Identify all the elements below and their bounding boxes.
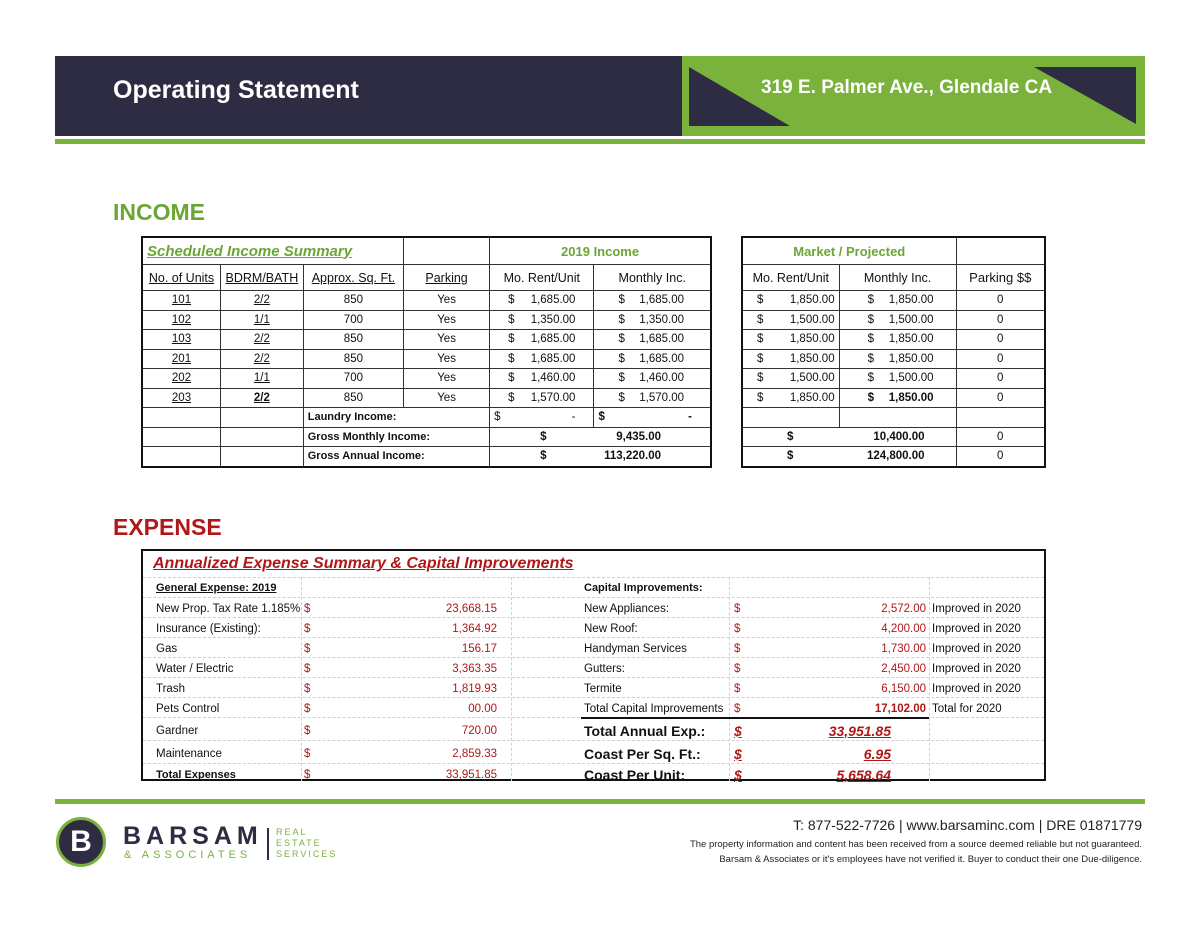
- col-monthly: Monthly Inc.: [594, 265, 711, 291]
- market-monthly-value: 1,500.00: [888, 372, 934, 385]
- bdrm-bath: 1/1: [221, 310, 304, 330]
- currency: $: [757, 352, 764, 365]
- laundry-label: Laundry Income:: [303, 408, 489, 428]
- income-row: [142, 291, 711, 311]
- expense-row: [143, 677, 1044, 698]
- gross-monthly-value: 9,435.00: [616, 430, 661, 443]
- market-monthly-value: 1,500.00: [888, 313, 934, 326]
- market-row: [742, 388, 1045, 408]
- capital-note: Total for 2020: [932, 703, 1002, 715]
- expense-heading: EXPENSE: [113, 514, 222, 540]
- capital-label: Handyman Services: [584, 643, 687, 655]
- logo-icon: B: [56, 817, 106, 867]
- capital-label: New Roof:: [584, 623, 638, 635]
- currency: $: [508, 333, 515, 346]
- monthly-value: 1,685.00: [639, 333, 684, 346]
- market-rent-value: 1,500.00: [789, 313, 835, 326]
- income-table-market: [741, 236, 1046, 468]
- currency: $: [787, 450, 794, 463]
- disclaimer-line-1: The property information and content has been received from a source deemed reliable but not guaranteed.: [689, 839, 1142, 850]
- column-separator: [301, 577, 302, 781]
- currency: $: [734, 745, 742, 762]
- expense-label: Gas: [156, 643, 178, 655]
- header-banner: [55, 56, 1145, 136]
- col-units: No. of Units: [142, 265, 221, 291]
- expense-row: [143, 697, 1044, 718]
- summary-label: Coast Per Unit:: [584, 766, 686, 783]
- currency: $: [867, 313, 874, 326]
- capital-note: Improved in 2020: [932, 623, 1021, 635]
- currency: $: [304, 703, 311, 715]
- sq-ft: 850: [303, 330, 403, 350]
- capital-value: 17,102.00: [874, 703, 926, 715]
- general-expense-label: General Expense: 2019: [156, 582, 277, 594]
- currency: $: [494, 411, 501, 424]
- unit-number: 201: [142, 349, 221, 369]
- sq-ft: 700: [303, 310, 403, 330]
- capital-label: Gutters:: [584, 663, 625, 675]
- expense-label: Pets Control: [156, 703, 220, 715]
- market-rent-value: 1,850.00: [789, 294, 835, 307]
- monthly-value: 1,685.00: [639, 352, 684, 365]
- col-rent: Mo. Rent/Unit: [490, 265, 594, 291]
- parking: Yes: [404, 388, 490, 408]
- bdrm-bath: 2/2: [221, 349, 304, 369]
- expense-row: [143, 717, 1044, 741]
- unit-number: 103: [142, 330, 221, 350]
- gross-monthly-label: Gross Monthly Income:: [303, 427, 489, 447]
- currency: $: [867, 352, 874, 365]
- summary-label: Coast Per Sq. Ft.:: [584, 745, 701, 762]
- bdrm-bath: 2/2: [221, 388, 304, 408]
- currency: $: [734, 766, 742, 783]
- market-gross-annual-parking: 0: [956, 447, 1045, 467]
- contact-info: T: 877-522-7726 | www.barsaminc.com | DRE 01871779: [793, 817, 1142, 833]
- expense-value: 00.00: [468, 703, 497, 715]
- summary-value: 5,658.64: [836, 766, 891, 783]
- logo-subtitle: & ASSOCIATES: [124, 849, 252, 861]
- currency: $: [618, 313, 625, 326]
- currency: $: [618, 372, 625, 385]
- bdrm-bath: 2/2: [221, 330, 304, 350]
- capital-value: 2,572.00: [881, 603, 926, 615]
- unit-number: 102: [142, 310, 221, 330]
- currency: $: [508, 352, 515, 365]
- currency: $: [508, 372, 515, 385]
- unit-number: 203: [142, 388, 221, 408]
- rent-value: 1,685.00: [530, 352, 576, 365]
- column-separator: [511, 577, 512, 781]
- column-separator: [729, 577, 730, 781]
- market-parking-value: 0: [956, 330, 1045, 350]
- parking: Yes: [404, 369, 490, 389]
- currency: $: [598, 411, 605, 424]
- expense-row: [143, 740, 1044, 764]
- income-row: [142, 369, 711, 389]
- expense-label: New Prop. Tax Rate 1.185%: [156, 603, 301, 615]
- expense-row: [143, 763, 1044, 783]
- parking: Yes: [404, 310, 490, 330]
- currency: $: [304, 747, 311, 760]
- income-table-2019: [141, 236, 712, 468]
- currency: $: [304, 724, 311, 737]
- rent-value: 1,685.00: [530, 333, 576, 346]
- expense-label: Maintenance: [156, 747, 222, 760]
- market-row: [742, 291, 1045, 311]
- page-title: Operating Statement: [113, 76, 359, 104]
- col-market-monthly: Monthly Inc.: [839, 265, 956, 291]
- market-monthly-value: 1,850.00: [888, 294, 934, 307]
- rent-value: 1,685.00: [530, 294, 576, 307]
- disclaimer-line-2: Barsam & Associates or it's employees have not verified it. Buyer to conduct their one Due-diligence.: [719, 854, 1142, 865]
- currency: $: [787, 430, 794, 443]
- market-parking-value: 0: [956, 291, 1045, 311]
- currency: $: [734, 663, 741, 675]
- expense-row: [143, 657, 1044, 678]
- expense-value: 3,363.35: [452, 663, 497, 675]
- market-monthly-value: 1,850.00: [888, 352, 934, 365]
- expense-value: 720.00: [461, 724, 497, 737]
- capital-note: Improved in 2020: [932, 663, 1021, 675]
- unit-number: 101: [142, 291, 221, 311]
- sq-ft: 850: [303, 349, 403, 369]
- sq-ft: 850: [303, 291, 403, 311]
- market-row: [742, 349, 1045, 369]
- currency: $: [304, 663, 311, 675]
- logo-re-line: SERVICES: [276, 849, 338, 859]
- col-market-parking: Parking $$: [956, 265, 1045, 291]
- market-rent-value: 1,500.00: [789, 372, 835, 385]
- currency: $: [304, 643, 311, 655]
- currency: $: [757, 313, 764, 326]
- currency: $: [734, 623, 741, 635]
- market-row: [742, 330, 1045, 350]
- currency: $: [757, 372, 764, 385]
- expense-value: 1,819.93: [452, 683, 497, 695]
- market-parking-value: 0: [956, 369, 1045, 389]
- capital-label: Total Capital Improvements: [584, 703, 724, 715]
- rent-value: 1,570.00: [530, 391, 576, 404]
- income-title: Scheduled Income Summary: [147, 242, 353, 260]
- col-bdrm: BDRM/BATH: [221, 265, 304, 291]
- currency: $: [304, 623, 311, 635]
- expense-value: 1,364.92: [452, 623, 497, 635]
- capital-value: 6,150.00: [881, 683, 926, 695]
- market-gross-monthly-parking: 0: [956, 427, 1045, 447]
- market-row: [742, 310, 1045, 330]
- gross-annual-value: 113,220.00: [604, 450, 661, 463]
- parking: Yes: [404, 330, 490, 350]
- expense-label: Gardner: [156, 724, 199, 737]
- column-separator: [929, 577, 930, 781]
- bdrm-bath: 2/2: [221, 291, 304, 311]
- expense-table: [141, 549, 1046, 781]
- sq-ft: 700: [303, 369, 403, 389]
- currency: $: [618, 352, 625, 365]
- logo-re-line: REAL: [276, 827, 308, 837]
- currency: $: [867, 372, 874, 385]
- unit-number: 202: [142, 369, 221, 389]
- expense-label: Total Expenses: [156, 768, 236, 781]
- currency: $: [734, 683, 741, 695]
- currency: $: [867, 294, 874, 307]
- market-gross-monthly: 10,400.00: [873, 430, 925, 443]
- footer-divider: [55, 799, 1145, 804]
- rent-value: 1,350.00: [530, 313, 576, 326]
- currency: $: [757, 333, 764, 346]
- capital-value: 1,730.00: [881, 643, 926, 655]
- currency: $: [508, 391, 515, 404]
- income-row: [142, 388, 711, 408]
- market-monthly-value: 1,850.00: [888, 333, 934, 346]
- capital-value: 2,450.00: [881, 663, 926, 675]
- rent-value: 1,460.00: [530, 372, 576, 385]
- currency: $: [508, 294, 515, 307]
- expense-value: 2,859.33: [452, 747, 497, 760]
- market-rent-value: 1,850.00: [789, 391, 835, 404]
- expense-label: Water / Electric: [156, 663, 234, 675]
- monthly-value: 1,350.00: [639, 313, 684, 326]
- income-heading: INCOME: [113, 199, 205, 225]
- col-sqft: Approx. Sq. Ft.: [303, 265, 403, 291]
- col-parking: Parking: [404, 265, 490, 291]
- market-rent-value: 1,850.00: [789, 352, 835, 365]
- currency: $: [618, 391, 625, 404]
- col-market-rent: Mo. Rent/Unit: [742, 265, 839, 291]
- currency: $: [734, 603, 741, 615]
- bdrm-bath: 1/1: [221, 369, 304, 389]
- summary-label: Total Annual Exp.:: [584, 722, 706, 739]
- capital-note: Improved in 2020: [932, 643, 1021, 655]
- monthly-value: 1,685.00: [639, 294, 684, 307]
- logo-real-estate: [276, 827, 337, 860]
- market-header: Market / Projected: [742, 237, 956, 265]
- currency: $: [867, 333, 874, 346]
- income-row: [142, 349, 711, 369]
- market-monthly-value: 1,850.00: [888, 391, 934, 404]
- sq-ft: 850: [303, 388, 403, 408]
- capital-note: Improved in 2020: [932, 683, 1021, 695]
- capital-improvements-label: Capital Improvements:: [584, 582, 703, 594]
- capital-label: New Appliances:: [584, 603, 670, 615]
- expense-row: [143, 617, 1044, 638]
- monthly-value: 1,460.00: [639, 372, 684, 385]
- expense-value: 156.17: [461, 643, 497, 655]
- currency: $: [304, 768, 311, 781]
- currency: $: [304, 683, 311, 695]
- market-rent-value: 1,850.00: [789, 333, 835, 346]
- currency: $: [618, 294, 625, 307]
- expense-row: [143, 637, 1044, 658]
- currency: $: [304, 603, 311, 615]
- currency: $: [540, 450, 547, 463]
- expense-value: 33,951.85: [445, 768, 497, 781]
- capital-value: 4,200.00: [881, 623, 926, 635]
- summary-separator: [581, 717, 929, 719]
- currency: $: [540, 430, 547, 443]
- income-row: [142, 310, 711, 330]
- property-address: 319 E. Palmer Ave., Glendale CA: [761, 77, 1053, 98]
- capital-label: Termite: [584, 683, 622, 695]
- logo-name: BARSAM: [123, 822, 263, 850]
- laundry-monthly: -: [688, 411, 692, 424]
- header-divider: [55, 139, 1145, 144]
- capital-note: Improved in 2020: [932, 603, 1021, 615]
- logo-divider: [267, 828, 269, 860]
- currency: $: [867, 391, 874, 404]
- laundry-rent: -: [571, 411, 576, 424]
- market-parking-value: 0: [956, 310, 1045, 330]
- expense-label: Insurance (Existing):: [156, 623, 261, 635]
- expense-header-row: [143, 577, 1044, 598]
- income-title-cell: [142, 237, 404, 265]
- expense-label: Trash: [156, 683, 185, 695]
- income-row: [142, 330, 711, 350]
- market-gross-annual: 124,800.00: [866, 450, 925, 463]
- parking: Yes: [404, 291, 490, 311]
- currency: $: [757, 391, 764, 404]
- market-parking-value: 0: [956, 349, 1045, 369]
- currency: $: [734, 643, 741, 655]
- summary-value: 6.95: [863, 745, 891, 762]
- currency: $: [757, 294, 764, 307]
- summary-value: 33,951.85: [828, 722, 891, 739]
- parking: Yes: [404, 349, 490, 369]
- expense-title: Annualized Expense Summary & Capital Improvements: [153, 555, 574, 572]
- currency: $: [508, 313, 515, 326]
- gross-annual-label: Gross Annual Income:: [303, 447, 489, 467]
- currency: $: [734, 722, 742, 739]
- currency: $: [734, 703, 741, 715]
- currency: $: [618, 333, 625, 346]
- market-parking-value: 0: [956, 388, 1045, 408]
- expense-value: 23,668.15: [445, 603, 497, 615]
- market-row: [742, 369, 1045, 389]
- logo-re-line: ESTATE: [276, 838, 322, 848]
- income-2019-header: 2019 Income: [490, 237, 711, 265]
- monthly-value: 1,570.00: [639, 391, 684, 404]
- expense-row: [143, 597, 1044, 618]
